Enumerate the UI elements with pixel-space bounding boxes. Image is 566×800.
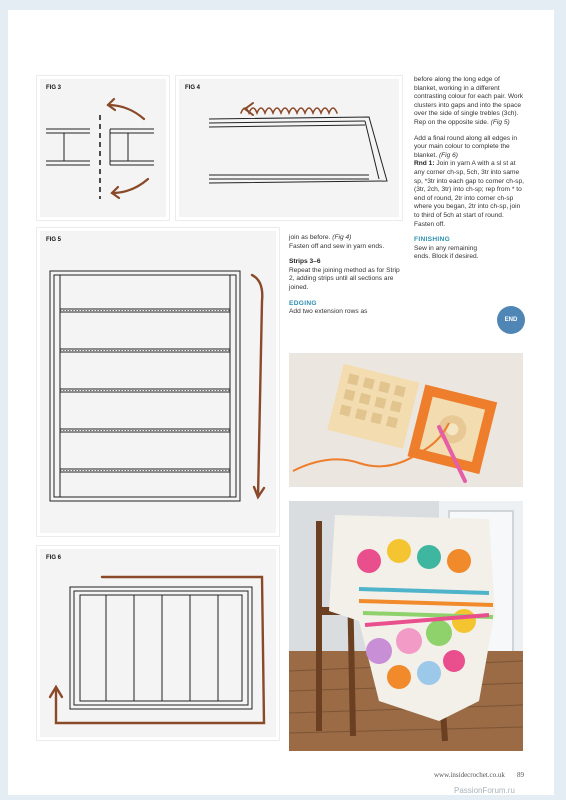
figure-6-panel: [37, 546, 279, 740]
granny-square-photo: [289, 353, 523, 487]
text-column-right: [414, 76, 524, 262]
blanket-chair-illustration: [289, 501, 523, 751]
strips-heading: Strips 3–6: [289, 258, 321, 266]
figure-4-panel: [176, 76, 402, 220]
page-right-band: [554, 0, 566, 800]
figure-5-label: FIG 5: [46, 237, 62, 243]
figure-6-label: FIG 6: [46, 555, 62, 561]
paragraph-extension-text: before along the long edge of blanket, working in a different contrasting colour for each pair. Work clusters into gaps and into the space over the side of single trebles (3ch).: [414, 76, 524, 118]
strips-text: Repeat the joining method as for Strip 2, adding strips until all sections are joined.: [289, 266, 400, 291]
figure-3-diagram: [40, 79, 166, 217]
edging-heading: EDGING: [289, 299, 317, 307]
page-top-band: [0, 0, 566, 10]
edging-text: Add two extension rows as: [289, 308, 368, 316]
figure-4-diagram: [179, 79, 399, 217]
fig5-reference: (Fig 5): [490, 118, 510, 126]
round1-text: Join in yarn A with a sl st at any corner ch-sp, 5ch, 3tr into same sp, *3tr into each gap to corner ch-sp, (3tr, 2ch, 3tr) into ch-sp; rep from * to end of round, 2tr into corner ch-sp where you began, 2tr into ch-sp, join to third of 5ch at start of round. Fasten off.: [414, 160, 524, 228]
paragraph-final-round: [414, 135, 524, 230]
figure-5-diagram: [40, 231, 276, 533]
figure-6-diagram: [40, 549, 276, 737]
repeat-instruction: Rep on the opposite side.: [414, 118, 489, 126]
page-number: 89: [517, 771, 524, 779]
round1-label: Rnd 1:: [414, 160, 435, 168]
figure-4-label: FIG 4: [185, 85, 201, 91]
figure-5-panel: [37, 228, 279, 536]
end-badge: END: [497, 306, 525, 334]
join-text: join as before.: [289, 234, 331, 241]
final-round-text: Add a final round along all edges in your main colour to complete the blanket.: [414, 134, 518, 159]
paragraph-join: [289, 234, 401, 251]
watermark: PassionForum.ru: [454, 786, 515, 795]
footer-url[interactable]: www.insidecrochet.co.uk: [434, 771, 505, 779]
fig6-reference: (Fig 6): [438, 151, 459, 159]
finishing-heading: FINISHING: [414, 236, 451, 244]
paragraph-extension-rows: [414, 76, 524, 128]
figure-3-label: FIG 3: [46, 85, 62, 91]
text-column-middle: [289, 234, 401, 317]
blanket-chair-photo: [289, 501, 523, 751]
fasten-off-text: Fasten off and sew in yarn ends.: [289, 242, 385, 250]
granny-square-illustration: [289, 353, 523, 487]
fig4-reference: (Fig 4): [332, 234, 352, 241]
figure-3-panel: [37, 76, 169, 220]
finishing-text: Sew in any remaining ends. Block if desired.: [414, 244, 479, 261]
